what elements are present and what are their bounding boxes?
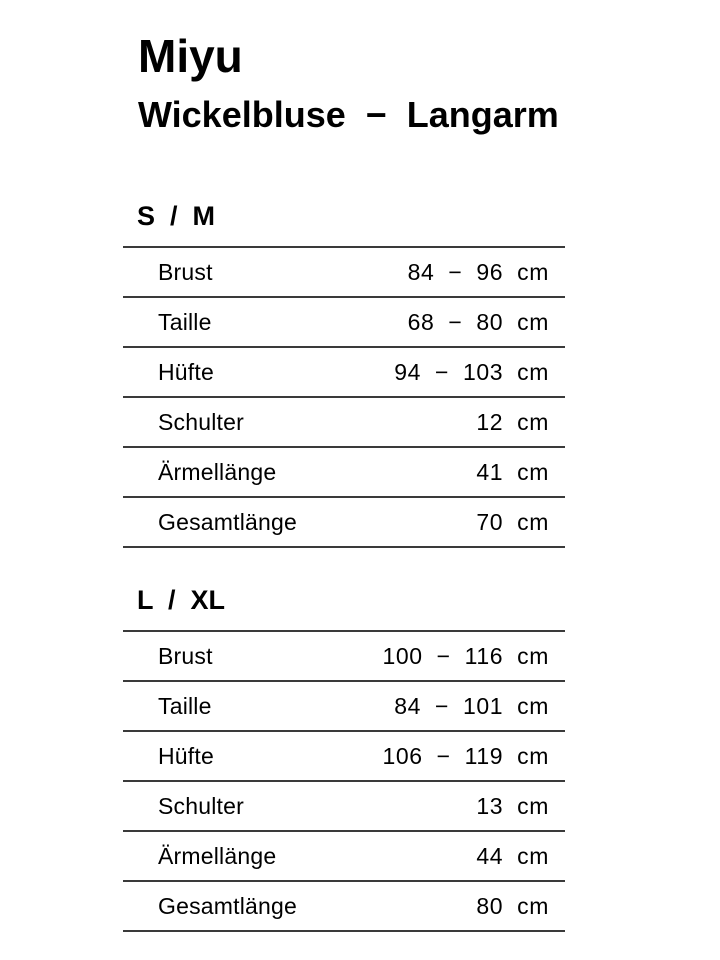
measurement-label: Ärmellänge — [158, 842, 277, 869]
measurement-value: 106 − 119 cm — [382, 742, 549, 769]
measurement-label: Schulter — [158, 408, 244, 435]
size-section-s-m — [123, 190, 565, 548]
table-row — [123, 632, 565, 682]
measurement-label: Taille — [158, 692, 212, 719]
measurement-value: 68 − 80 cm — [407, 308, 549, 335]
section-heading: L / XL — [137, 585, 226, 615]
measurement-label: Hüfte — [158, 742, 214, 769]
measurement-value: 100 − 116 cm — [382, 642, 549, 669]
measurement-value: 13 cm — [476, 792, 549, 819]
section-heading: S / M — [137, 201, 216, 231]
table-row — [123, 782, 565, 832]
measurement-value: 80 cm — [476, 892, 549, 919]
measurement-value: 41 cm — [476, 458, 549, 485]
table-row — [123, 882, 565, 932]
table-row — [123, 732, 565, 782]
page-subtitle: Wickelbluse − Langarm — [138, 94, 559, 135]
measurement-value: 94 − 103 cm — [394, 358, 549, 385]
measurement-label: Brust — [158, 642, 213, 669]
size-table — [123, 246, 565, 548]
page-title: Miyu — [138, 30, 243, 82]
measurement-value: 44 cm — [476, 842, 549, 869]
table-row — [123, 498, 565, 548]
measurement-label: Schulter — [158, 792, 244, 819]
measurement-label: Taille — [158, 308, 212, 335]
measurement-label: Brust — [158, 258, 213, 285]
table-row — [123, 298, 565, 348]
measurement-value: 84 − 101 cm — [394, 692, 549, 719]
measurement-value: 12 cm — [476, 408, 549, 435]
measurement-label: Gesamtlänge — [158, 508, 297, 535]
measurement-label: Hüfte — [158, 358, 214, 385]
measurement-label: Gesamtlänge — [158, 892, 297, 919]
table-row — [123, 398, 565, 448]
table-row — [123, 832, 565, 882]
table-row — [123, 448, 565, 498]
measurement-value: 84 − 96 cm — [407, 258, 549, 285]
measurement-value: 70 cm — [476, 508, 549, 535]
table-row — [123, 682, 565, 732]
table-row — [123, 248, 565, 298]
size-table — [123, 630, 565, 932]
size-section-l-xl — [123, 574, 565, 932]
table-row — [123, 348, 565, 398]
measurement-label: Ärmellänge — [158, 458, 277, 485]
